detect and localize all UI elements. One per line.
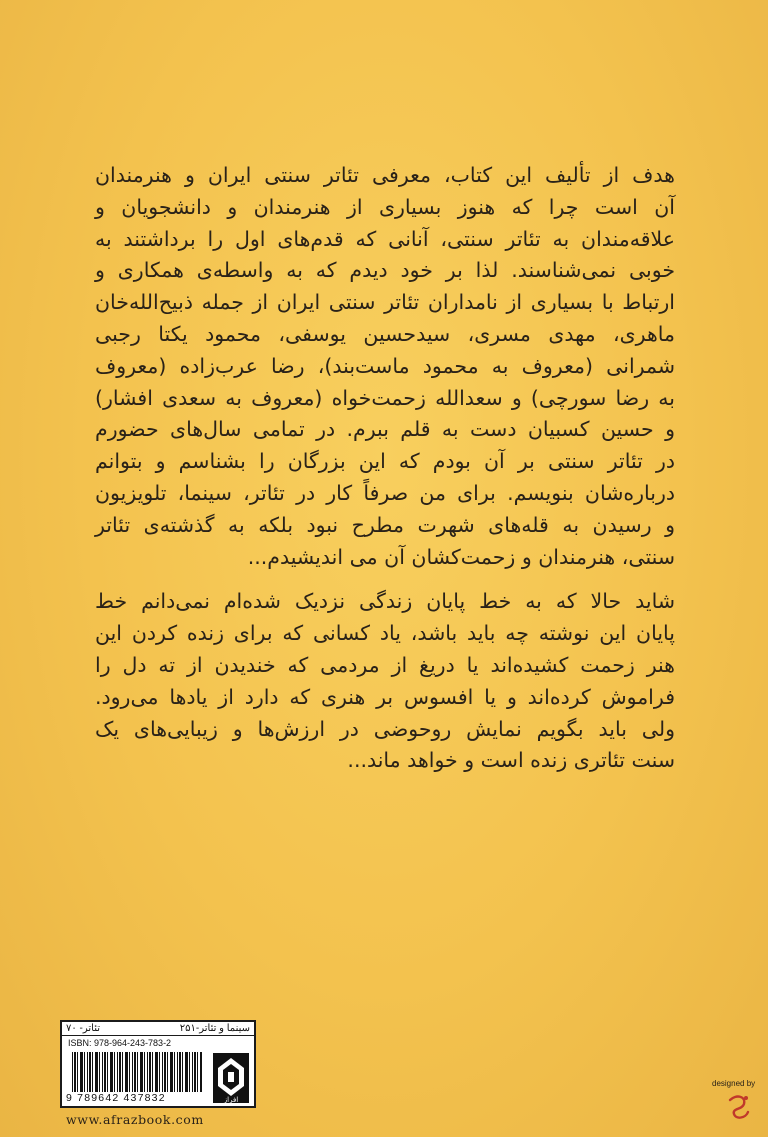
- publisher-website: www.afrazbook.com: [66, 1112, 204, 1127]
- designer-signature-icon: [726, 1092, 752, 1122]
- blurb-line: ارتباط با بسیاری از نامداران تئاتر سنتی ایران از جمله ذبیح‌الله‌خان: [95, 290, 675, 315]
- blurb-line: ولی باید بگویم نمایش روحوضی در ارزش‌ها و زیبایی‌های یک: [95, 716, 675, 741]
- blurb-line: به رضا سورچی) و سعدالله زحمت‌خواه (معروف به سعدی افشار): [95, 385, 675, 410]
- blurb-line: درباره‌شان بنویسم. برای من صرفاً کار در تئاتر، سینما، تلویزیون: [95, 480, 675, 505]
- blurb-line: خوبی نمی‌شناسند. لذا بر خود دیدم که به واسطه‌ی همکاری و: [95, 258, 675, 283]
- blurb-line: سنتی، هنرمندان و زحمت‌کشان آن می اندیشیدم...: [247, 544, 675, 569]
- series-row: [62, 1022, 254, 1036]
- blurb-paragraph-2: [95, 586, 675, 777]
- blurb-line: شمرانی (معروف به محمود ماست‌بند)، رضا عرب‌زاده (معروف: [95, 353, 675, 378]
- blurb-line: ماهری، مهدی مسری، سیدحسین یوسفی، محمود یکتا رجبی: [95, 321, 675, 346]
- blurb-line: در تئاتر سنتی بر آن بودم که این بزرگان را بشناسم و بتوانم: [95, 449, 675, 474]
- back-cover-blurb: [95, 160, 675, 777]
- blurb-paragraph-1: [95, 160, 675, 573]
- blurb-line: و رسیدن به قله‌های شهرت مطرح نبود بلکه به گذشته‌ی تئاتر: [95, 512, 675, 537]
- blurb-line: پایان این نوشته چه باید باشد، یاد کسانی که برای زنده کردن این: [95, 621, 675, 646]
- blurb-line: سنت تئاتری زنده است و خواهد ماند...: [347, 748, 675, 773]
- isbn-number: ISBN: 978-964-243-783-2: [68, 1038, 172, 1048]
- publisher-logo-text: افراز: [223, 1096, 239, 1104]
- isbn-barcode-box: [60, 1020, 256, 1108]
- barcode-digits: 9 789642 437832: [66, 1092, 166, 1104]
- blurb-line: آن است چرا که هنوز بسیاری از هنرمندان و دانشجویان و: [95, 194, 675, 219]
- blurb-line: و حسین کسبیان دست به قلم ببرم. در تمامی سال‌های حضورم: [95, 417, 675, 442]
- blurb-line: فراموش کرده‌اند و یا افسوس بر هنری که دارد از یادها می‌رود.: [95, 684, 675, 709]
- barcode-bars: [72, 1052, 202, 1092]
- series-label-right: سینما و تئاتر-۲۵۱: [179, 1023, 250, 1034]
- publisher-logo-icon: [212, 1052, 250, 1104]
- blurb-line: هنر زحمت کشیده‌اند یا دریغ از مردمی که خندیدن از ته دل را: [95, 652, 675, 677]
- designed-by-label: designed by: [712, 1079, 756, 1088]
- blurb-line: شاید حالا که به خط پایان زندگی نزدیک شده‌ام نمی‌دانم خط: [95, 589, 675, 614]
- blurb-line: علاقه‌مندان به تئاتر سنتی، آنانی که قدم‌های اول را برداشتند به: [95, 226, 675, 251]
- blurb-line: هدف از تألیف این کتاب، معرفی تئاتر سنتی ایران و هنرمندان: [95, 163, 675, 187]
- series-label-left: تئاتر- ۷۰: [66, 1023, 101, 1034]
